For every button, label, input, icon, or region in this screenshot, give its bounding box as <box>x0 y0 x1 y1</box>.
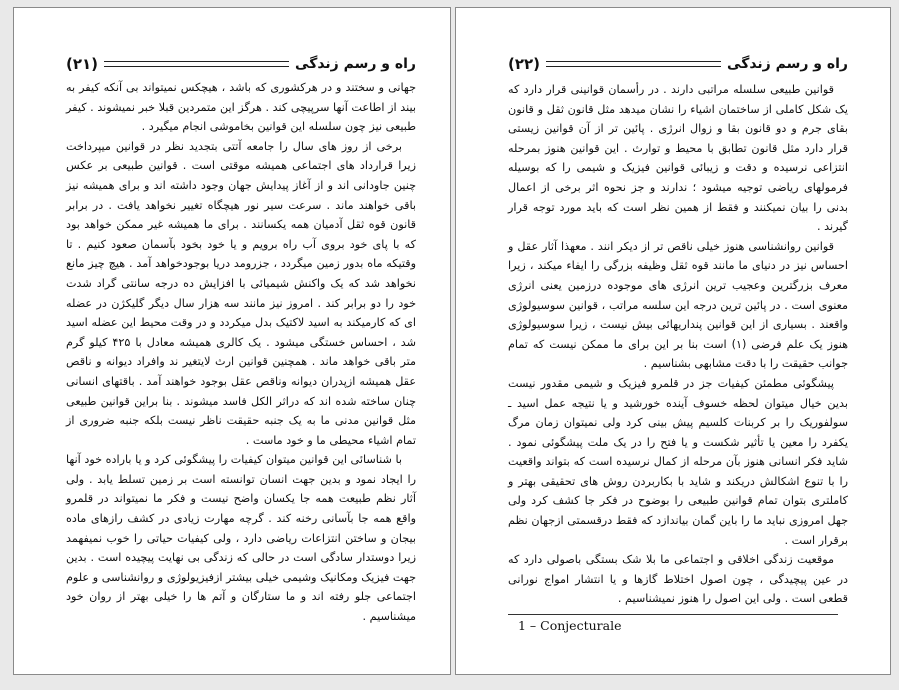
running-title: راه و رسم زندگی <box>295 56 416 72</box>
running-title: راه و رسم زندگی <box>727 56 848 72</box>
footnote: 1 – Conjecturale <box>518 618 622 633</box>
paragraph: جهانی و سختند و در هرکشوری که باشد ، هیچکس نمیتواند بی آنکه کیفر به بیند از اطاعت آنها سرپیچی کند . هرگز این متمردین قبلا خبر نمیشوند . کیفر طبیعی نیز چون سلسله این قوانین بخاموشی انجام میگیرد . <box>66 81 416 134</box>
header-rule <box>104 61 289 67</box>
paragraph: قوانین روانشناسی هنوز خیلی ناقص تر از دیکر انند . معهذا آثار عقل و احساس نیز در دنیای ما مانند قوه ثقل وظیفه بزرگی را ایفاء میکند ، زیرا معرف بزرگترین وعجیب ترین انرژی های موجوده درزمین یعنی انرژی معنوی است . در پائین ترین درجه این سلسه مراتب ، قوانین سوسیولوژی واقعند . بسیاری از این قوانین پنداریهائی بیش نیست ، زیرا سوسیولوژی هنوز یک علم فرضی (۱) است بنا بر این برای ما ممکن نیست که تمام جوانب حقیقت را با دقت مشابهی بشناسیم . <box>508 239 848 371</box>
paragraph: با شناسائی این قوانین میتوان کیفیات را پیشگوئی کرد و یا باراده خود آنها را ایجاد نمود و بدین جهت انسان توانسته است بر زمین تسلط یابد . ولی آثار نظم طبیعت همه جا یکسان واضح نیست و فکر ما نمیتواند در قلمرو واقع همه جا بآسانی رخنه کند . گرچه مهارت زیادی در کشف رازهای ماده بیجان و ساختن انتزاعات ریاضی دارد ، ولی کیفیات حیاتی را خوب نمیفهمد زیرا دوستدار سادگی است در حالی که زندگی بی نهایت پیچیده است . بدین جهت فیزیک ومکانیک وشیمی خیلی بیشتر ازفیزیولوژی و روانشناسی و علوم اجتماعی جلو رفته اند و ما ستارگان و آتم ها را خیلی بهتر از روان خود میشناسیم . <box>66 453 416 624</box>
paragraph: موقعیت زندگی اخلاقی و اجتماعی ما بلا شک بستگی باصولی دارد که در عین پیچیدگی ، چون اصول اختلاط گازها و یا انتشار امواج نورانی قطعی است . ولی این اصول را هنوز نمیشناسیم . <box>508 553 848 606</box>
page-body <box>508 80 848 609</box>
footnote-rule <box>508 614 838 615</box>
page-number: (۲۲) <box>508 55 541 73</box>
page-body <box>66 78 416 627</box>
left-page <box>13 7 451 675</box>
paragraph: قوانین طبیعی سلسله مراتبی دارند . در رأسمان قوانینی قرار دارد که یک شکل کاملی از ساختمان اشیاء را نشان میدهد مثل قانون ثقل و قانون بقای جرم و دو قانون بقا و زوال انرژی . پائین تر از آن قوانین زیستی قرار دارد مثل قانون تطابق با محیط و توارث . این قوانین هنوز بمرحله انتزاعی نرسیده و دقت و زیبائی قوانین فیزیک و شیمی را که بوسیله فرمولهای ریاضی توجیه میشود ؛ ندارند و جز نحوه اثر برخی از اعمال بدنی را بیان نمیکنند و فقط از همین نظر است که باید مورد توجه قرار گیرند . <box>508 83 848 234</box>
header-rule <box>546 61 721 67</box>
right-page <box>455 7 891 675</box>
paragraph: برخی از روز های سال را جامعه آتتی بتجدید نظر در قوانین میپرداخت زیرا قرارداد های اجتماعی همیشه موقتی است . قوانین طبیعی بر عکس چنین جاودانی اند و از آغاز پیدایش جهان وجود داشته اند و برای همیشه نیز باقی خواهند ماند . سرعت سیر نور هیچگاه تغییر نخواهد یافت . در برابر قانون قوه ثقل آدمیان همه یکسانند . برای ما همیشه غیر ممکن خواهد بود که با پای خود بروی آب راه برویم و یا خود بخود بآسمان صعود کنیم . تا وقتیکه ماه بدور زمین میگردد ، جزرومد دریا بوجودخواهد آمد . هیچ چیز مانع نخواهد شد که یک واکنش شیمیائی با افزایش ده درجه سانتی گراد شدت خود را دو برابر کند . امروز نیز مانند سه هزار سال دیگر گلیکژن در عضله ای که کارمیکند به اسید لاکتیک بدل میکردد و در وقت محیط این عضله اسید شد ، احساس خستگی میشود . یک کالری همیشه معادل با ۴۲۵ کیلو گرم متر باقی خواهد ماند . همچنین قوانین ارث لایتغیر ند وافراد دیوانه و ناقص عقل همیشه ازپدران دیوانه وناقص عقل بوجود خواهند آمد . باقتهای انسانی چنان ساخته شده اند که دراثر الکل فاسد میشوند . بنا براین قوانین طبیعی مثل قوانین مدنی ما به یک جنبه حقیقت ناظر نیست بلکه جنبه ضروری از تمام اشیاء محیطی ما و خود ماست . <box>66 139 416 447</box>
page-header <box>508 52 848 76</box>
page-header <box>66 52 416 76</box>
page-number: (۲۱) <box>66 55 99 73</box>
paragraph: پیشگوئی مطمئن کیفیات جز در قلمرو فیزیک و شیمی مقدور نیست بدین خیال میتوان لحظه خسوف آینده خورشید و یا نتیجه عمل اسید ـ سولفوریک را بر کربنات کلسیم پیش بینی کرد ولی نمیتوان زمان مرگ یکفرد را معین یا تأثیر شکست و یا فتح را در یک ملت پیشگوئی نمود . شاید فکر انسانی هنوز بآن مرحله از کمال نرسیده است که بتواند واقعیت را با تنوع اشکالش دریکند و شاید با بکاربردن روش های تحقیقی بهتر و کاملتری بتوان تمام قوانین طبیعی را بوضوح در فکر جا کشف کرد ولی جهل امروزی نباید ما را باین گمان بیاندازد که فقط درقسمتی ازجهان نظم برقرار است . <box>508 376 848 547</box>
